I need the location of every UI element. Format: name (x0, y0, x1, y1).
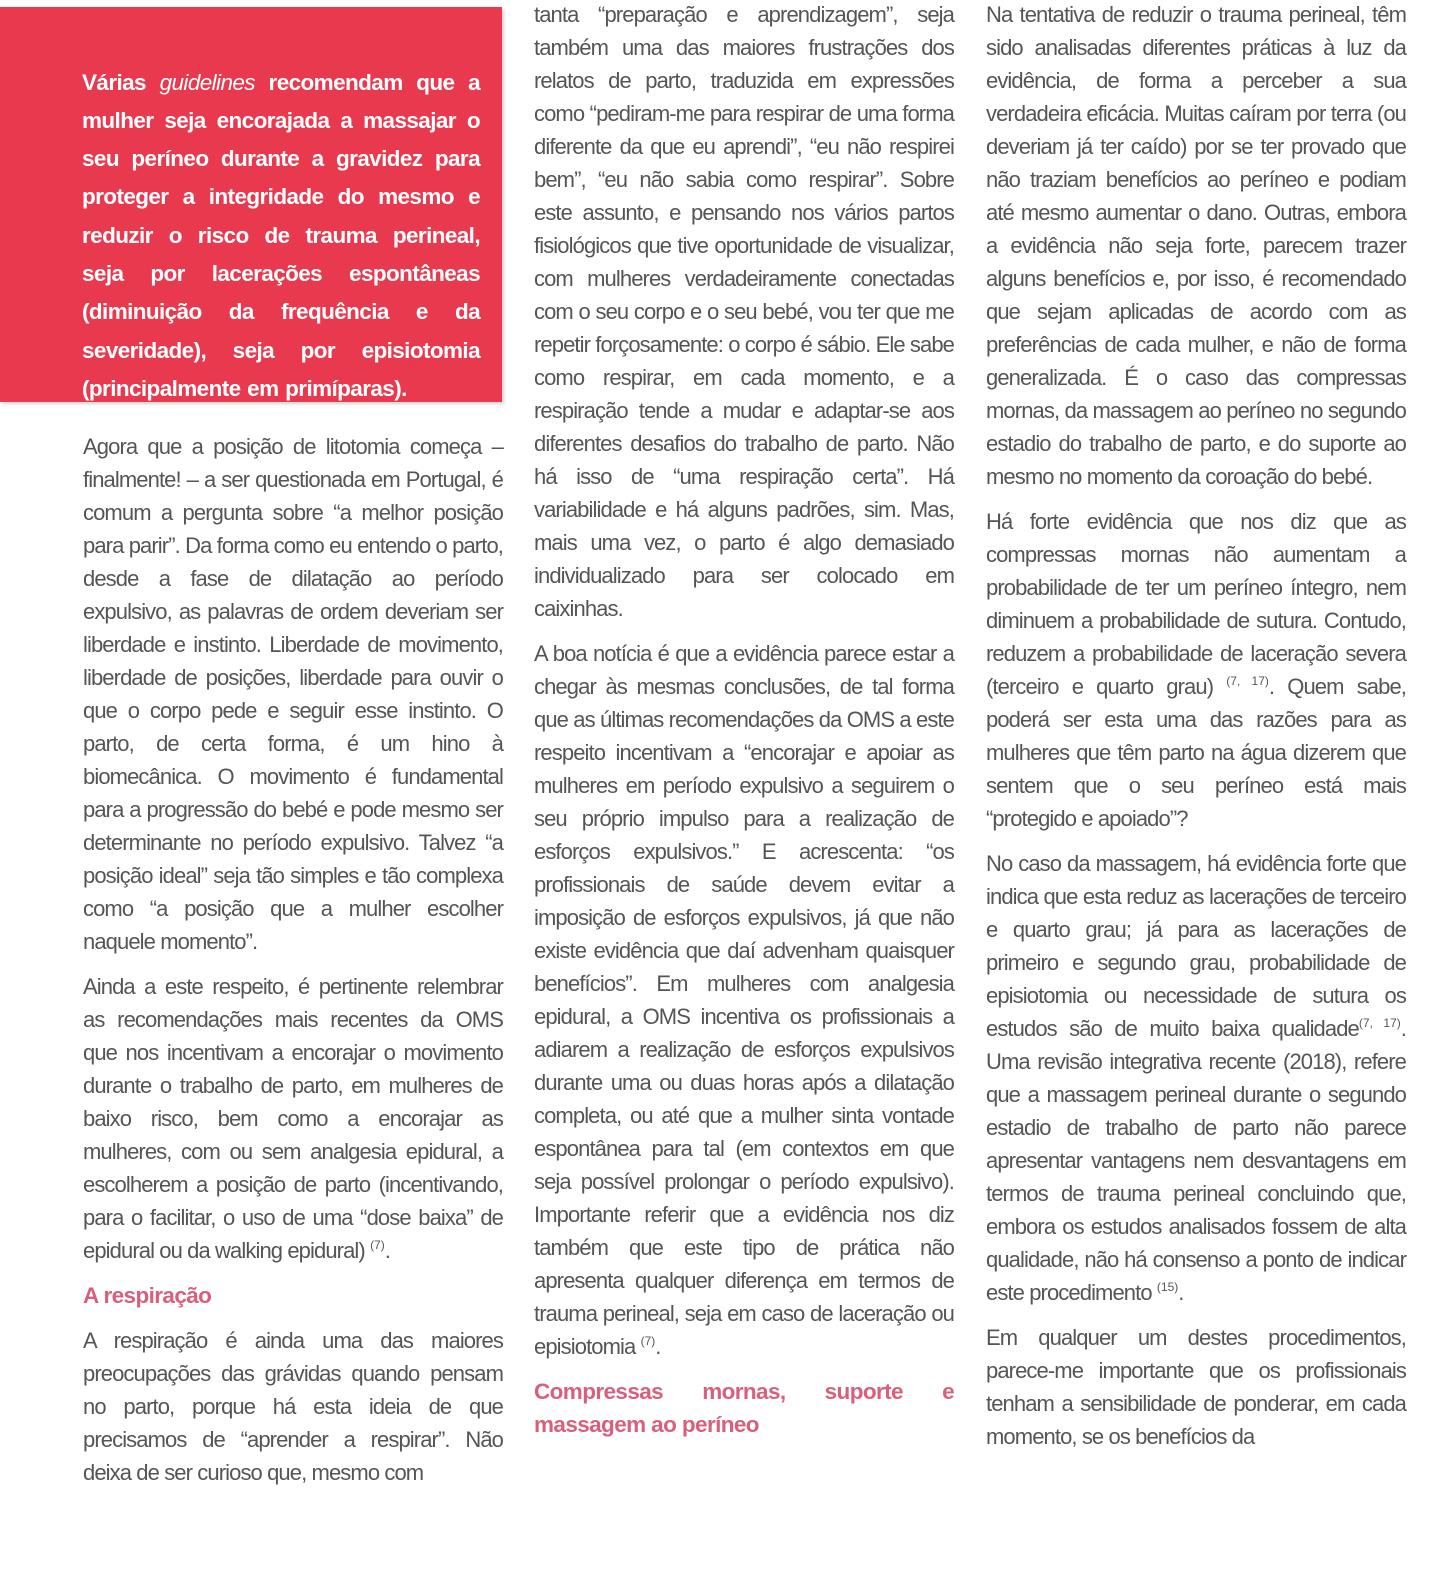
right-body (986, 0, 1406, 1465)
paragraph: Ainda a este respeito, é pertinente relembrar as recomendações mais recentes da OMS que nos incentivam a encorajar o movimento durante o trabalho de parto, em mulheres de baixo risco, bem como a encorajar as mulheres, com ou sem analgesia epidural, a escolherem a posição de parto (incentivando, para o facilitar, o uso de uma “dose baixa” de epidural ou da walking epidural) $^{(7)}$. (83, 974, 503, 1263)
paragraph: Há forte evidência que nos diz que as compressas mornas não aumentam a probabilidade de ter um períneo íntegro, nem diminuem a probabilidade de sutura. Contudo, reduzem a probabilidade de laceração severa (terceiro e quarto grau) $^{(7, 17)}$. Quem sabe, poderá ser esta uma das razões para as mulheres que têm parto na água dizerem que sentem que o seu períneo está mais “protegido e apoiado”? (986, 509, 1407, 831)
citation-ref: (7, 17) (1226, 674, 1269, 688)
paragraph: A respiração é ainda uma das maiores preocupações das grávidas quando pensam no parto, porque há esta ideia de que precisamos de “aprender a respirar”. Não deixa de ser curioso que, mesmo com (83, 1328, 503, 1485)
citation-ref: (15) (1156, 1280, 1179, 1294)
paragraph: Na tentativa de reduzir o trauma perineal, têm sido analisadas diferentes práticas à luz da evidência, de forma a perceber a sua verdadeira eficácia. Muitas caíram por terra (ou deveriam já ter caído) por se ter provado que não traziam benefícios ao períneo e podiam até mesmo aumentar o dano. Outras, embora a evidência não seja forte, parecem trazer alguns benefícios e, por isso, é recomendado que sejam aplicadas de acordo com as preferências de cada mulher, e não de forma generalizada. É o caso das compressas mornas, da massagem ao períneo no segundo estadio do trabalho de parto, e do suporte ao mesmo no momento da coroação do bebé. (986, 2, 1406, 489)
paragraph: Em qualquer um destes procedimentos, parece-me importante que os profissionais tenham a sensibilidade de ponderar, em cada momento, se os benefícios da (986, 1325, 1406, 1449)
callout-text: Várias guidelines recomendam que a mulher seja encorajada a massajar o seu períneo durante a gravidez para proteger a integridade do mesmo e reduzir o risco de trauma perineal, seja por lacerações espontâneas (diminuição da frequência e da severidade), seja por episiotomia (principalmente em primíparas). (82, 69, 480, 401)
citation-ref: (7, 17) (1358, 1016, 1401, 1030)
section-heading-compressas: Compressas mornas, suporte e massagem ao períneo (534, 1379, 954, 1437)
paragraph: tanta “preparação e aprendizagem”, seja também uma das maiores frustrações dos relatos de parto, traduzida em expressões como “pediram-me para respirar de uma forma diferente da que eu aprendi”, “eu não respirei bem”, “eu não sabia como respirar”. Sobre este assunto, e pensando nos vários partos fisiológicos que tive oportunidade de visualizar, com mulheres verdadeiramente conectadas com o seu corpo e o seu bebé, vou ter que me repetir forçosamente: o corpo é sábio. Ele sabe como respirar, em cada momento, e a respiração tende a mudar e adaptar-se aos diferentes desafios do trabalho de parto. Não há isso de “uma respiração certa”. Há variabilidade e há alguns padrões, sim. Mas, mais uma vez, o parto é algo demasiado individualizado para ser colocado em caixinhas. (534, 2, 954, 621)
paragraph: No caso da massagem, há evidência forte que indica que esta reduz as lacerações de terceiro e quarto grau; já para as lacerações de primeiro e segundo grau, probabilidade de episiotomia ou necessidade de sutura os estudos são de muito baixa qualidade$^{(7, 17)}$. Uma revisão integrativa recente (2018), refere que a massagem perineal durante o segundo estadio de trabalho de parto não parece apresentar vantagens nem desvantagens em termos de trauma perineal concluindo que, embora os estudos analisados fossem de alta qualidade, não há consenso a ponto de indicar este procedimento $^{(15)}$. (986, 851, 1406, 1305)
citation-ref: (7) (640, 1334, 656, 1348)
middle-body (534, 0, 954, 1453)
left-body (83, 430, 503, 1501)
section-heading-respiracao: A respiração (83, 1283, 212, 1308)
paragraph: Agora que a posição de litotomia começa – finalmente! – a ser questionada em Portugal, é comum a pergunta sobre “a melhor posição para parir”. Da forma como eu entendo o parto, desde a fase de dilatação ao período expulsivo, as palavras de ordem deveriam ser liberdade e instinto. Liberdade de movimento, liberdade de posições, liberdade para ouvir o que o corpo pede e seguir esse instinto. O parto, de certa forma, é um hino à biomecânica. O movimento é fundamental para a progressão do bebé e pode mesmo ser determinante no período expulsivo. Talvez “a posição ideal” seja tão simples e tão complexa como “a posição que a mulher escolher naquele momento”. (83, 434, 503, 954)
paragraph: A boa notícia é que a evidência parece estar a chegar às mesmas conclusões, de tal forma que as últimas recomendações da OMS a este respeito incentivam a “encorajar e apoiar as mulheres em período expulsivo a seguirem o seu próprio impulso para a realização de esforços expulsivos.” E acrescenta: “os profissionais de saúde devem evitar a imposição de esforços expulsivos, já que não existe evidência que daí advenham quaisquer benefícios”. Em mulheres com analgesia epidural, a OMS incentiva os profissionais a adiarem a realização de esforços expulsivos durante uma ou duas horas após a dilatação completa, ou até que a mulher sinta vontade espontânea para tal (em contextos em que seja possível prolongar o período expulsivo). Importante referir que a evidência nos diz também que este tipo de prática não apresenta qualquer diferença em termos de trauma perineal, seja em caso de laceração ou episiotomia $^{(7)}$. (534, 641, 954, 1359)
callout-box (0, 7, 502, 402)
citation-ref: (7) (370, 1238, 385, 1252)
callout-italic-term: guidelines (159, 69, 255, 95)
